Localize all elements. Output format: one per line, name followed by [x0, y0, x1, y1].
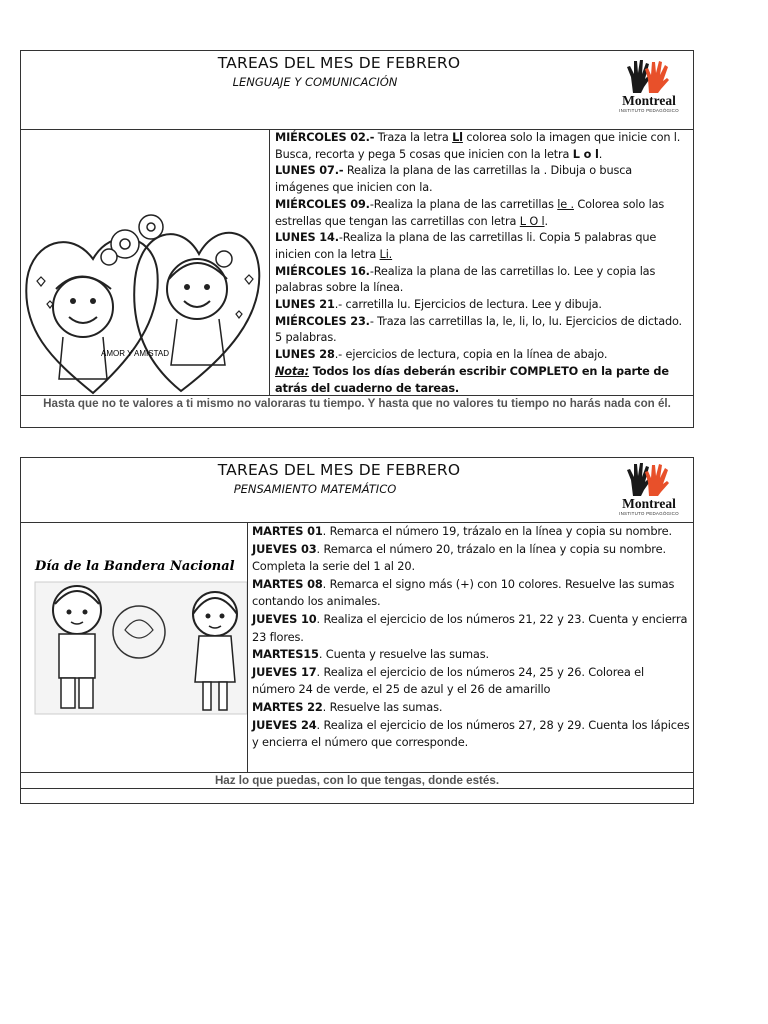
task-item: JUEVES 03. Remarca el número 20, trázalo en la línea y copia su nombre. Completa la serie del 1 al 20. — [252, 541, 666, 574]
task-sheet-language — [20, 50, 694, 428]
montreal-logo — [619, 460, 679, 520]
task-item: LUNES 07.- Realiza la plana de las carretillas la . Dibuja o busca imágenes que inicien con la. — [275, 164, 633, 195]
logo-institute: INSTITUTO PEDAGÓGICO — [619, 108, 679, 113]
task-item: MIÉRCOLES 16.-Realiza la plana de las carretillas lo. Lee y copia las palabras sobre la línea. — [275, 264, 656, 295]
task-item: MARTES 22. Resuelve las sumas. — [252, 699, 443, 714]
hands-icon — [619, 57, 679, 97]
illustration-title: Día de la Bandera Nacional — [35, 559, 235, 574]
logo-wordmark: Montreal — [622, 93, 676, 108]
sheet-subtitle: PENSAMIENTO MATEMÁTICO — [233, 482, 397, 496]
task-sheet-math — [20, 457, 694, 804]
motivational-quote: Hasta que no te valores a ti mismo no valoraras tu tiempo. Y hasta que no valores tu tiempo no harás nada con él. — [43, 397, 671, 410]
sheet-title: TAREAS DEL MES DE FEBRERO — [217, 461, 461, 479]
sheet-header — [21, 51, 693, 130]
sheet-body — [21, 129, 693, 396]
task-item: MIÉRCOLES 02.- Traza la letra Ll colorea solo la imagen que inicie con l. Busca, recorta y pega 5 cosas que inicien con la letra L o l. — [275, 131, 681, 161]
hands-icon — [619, 460, 679, 500]
task-item: JUEVES 24. Realiza el ejercicio de los números 27, 28 y 29. Cuenta los lápices y encierra el número que corresponde. — [252, 717, 690, 750]
task-item: LUNES 28.- ejercicios de lectura, copia en la línea de abajo. — [275, 348, 608, 362]
task-item: JUEVES 17. Realiza el ejercicio de los números 24, 25 y 26. Colorea el número 24 de verde, el 25 de azul y el 26 de amarillo — [252, 664, 645, 697]
sheet-body — [21, 522, 693, 773]
task-item: MARTES 08. Remarca el signo más (+) con 10 colores. Resuelve las sumas contando los animales. — [252, 576, 675, 609]
motivational-quote: Haz lo que puedas, con lo que tengas, donde estés. — [214, 774, 500, 787]
task-item: MIÉRCOLES 23.- Traza las carretillas la, le, li, lo, lu. Ejercicios de dictado. 5 palabras. — [275, 314, 682, 345]
note — [275, 364, 689, 397]
montreal-logo — [619, 57, 679, 117]
task-item: LUNES 14.-Realiza la plana de las carretillas li. Copia 5 palabras que inicien con la letra Li. — [275, 231, 657, 261]
task-list — [275, 130, 689, 397]
task-item: LUNES 21.- carretilla lu. Ejercicios de lectura. Lee y dibuja. — [275, 298, 602, 312]
sheet-title: TAREAS DEL MES DE FEBRERO — [217, 54, 461, 72]
sheet-header — [21, 458, 693, 523]
sheet-subtitle: LENGUAJE Y COMUNICACIÓN — [232, 75, 398, 89]
task-item: MARTES15. Cuenta y resuelve las sumas. — [252, 647, 490, 662]
love-friendship-illustration — [21, 129, 270, 395]
logo-institute: INSTITUTO PEDAGÓGICO — [619, 511, 679, 516]
task-list — [252, 523, 690, 752]
empty-row — [21, 788, 693, 789]
task-item: MIÉRCOLES 09.-Realiza la plana de las carretillas le . Colorea solo las estrellas que tengan las carretillas con letra L O l. — [275, 197, 665, 228]
note-text: Todos los días deberán escribir COMPLETO en la parte de atrás del cuaderno de tareas. — [275, 364, 669, 395]
illustration-caption: AMOR Y AMISTAD — [101, 349, 170, 358]
note-label: Nota: — [275, 364, 310, 378]
task-item: JUEVES 10. Realiza el ejercicio de los números 21, 22 y 23. Cuenta y encierra 23 flores. — [252, 611, 688, 644]
flag-day-illustration — [21, 522, 248, 772]
task-item: MARTES 01. Remarca el número 19, trázalo en la línea y copia su nombre. — [252, 524, 673, 538]
logo-wordmark: Montreal — [622, 496, 676, 511]
